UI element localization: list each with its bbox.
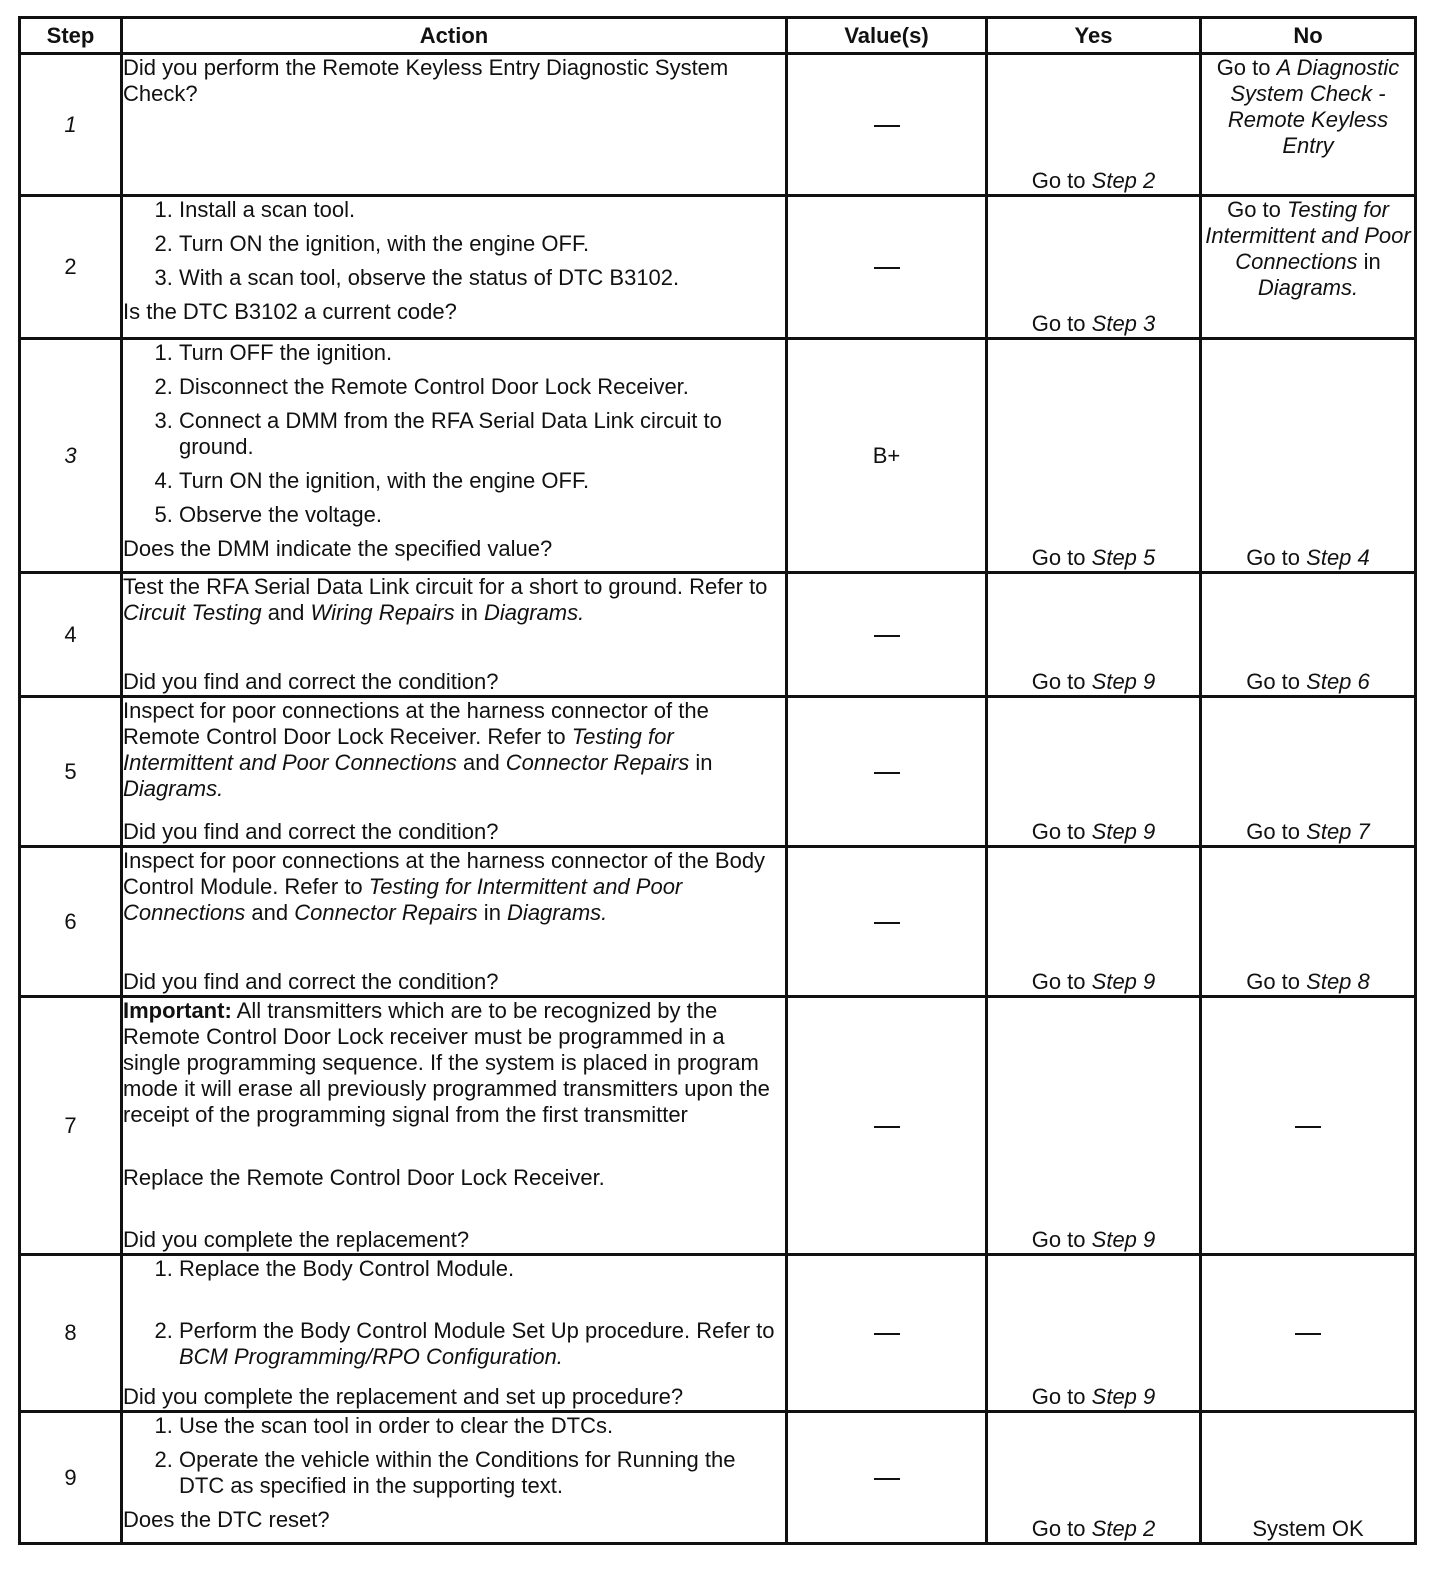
- header-values: Value(s): [787, 18, 987, 54]
- value-cell: B+: [787, 339, 987, 573]
- no-cell: Go to Step 8: [1201, 847, 1416, 997]
- list-item: 1. Replace the Body Control Module.: [179, 1256, 785, 1282]
- yes-cell: Go to Step 9: [987, 1255, 1201, 1412]
- value-cell: [787, 997, 987, 1255]
- no-cell: Go to A Diagnostic System Check - Remote Keyless Entry: [1201, 54, 1416, 196]
- header-action: Action: [122, 18, 787, 54]
- action-cell: [122, 997, 787, 1255]
- action-question: Did you perform the Remote Keyless Entry Diagnostic System Check?: [123, 55, 729, 106]
- action-text: Inspect for poor connections at the harness connector of the Body Control Module. Refer to Testing for Intermittent and Poor Connections and Connector Repairs in Diagrams.: [123, 848, 766, 925]
- yes-cell: Go to Step 5: [987, 339, 1201, 573]
- list-item: 2. Operate the vehicle within the Conditions for Running the DTC as specified in the supporting text.: [179, 1447, 785, 1499]
- yes-cell: Go to Step 9: [987, 697, 1201, 847]
- action-question: Does the DTC reset?: [123, 1507, 330, 1532]
- action-question: Did you find and correct the condition?: [123, 669, 499, 694]
- table-row: [20, 997, 1416, 1255]
- table-row: [20, 847, 1416, 997]
- header-yes: Yes: [987, 18, 1201, 54]
- value-cell: [787, 54, 987, 196]
- action-instruction: Replace the Remote Control Door Lock Receiver.: [123, 1164, 605, 1190]
- dash-mark: [874, 1126, 900, 1128]
- action-list: [123, 1413, 785, 1499]
- step-number: 6: [20, 847, 122, 997]
- list-item: 4. Turn ON the ignition, with the engine OFF.: [179, 468, 785, 494]
- action-question: Is the DTC B3102 a current code?: [123, 299, 457, 324]
- table-row: [20, 697, 1416, 847]
- yes-cell: Go to Step 2: [987, 54, 1201, 196]
- no-cell: Go to Step 4: [1201, 339, 1416, 573]
- action-question: Did you complete the replacement and set up procedure?: [123, 1384, 684, 1409]
- table-row: [20, 196, 1416, 339]
- no-cell: [1201, 1255, 1416, 1412]
- list-item: 1. Turn OFF the ignition.: [179, 340, 785, 366]
- table-row: [20, 1412, 1416, 1544]
- no-cell: [1201, 997, 1416, 1255]
- important-note: Important: All transmitters which are to be recognized by the Remote Control Door Lock receiver must be programmed in a single programming sequence. If the system is placed in program mode it will erase all previously programmed transmitters upon the receipt of the programming signal from the first transmitter: [123, 998, 770, 1127]
- header-row: [20, 18, 1416, 54]
- table-row: [20, 54, 1416, 196]
- no-cell: Go to Testing for Intermittent and Poor Connections in Diagrams.: [1201, 196, 1416, 339]
- action-question: Did you find and correct the condition?: [123, 819, 499, 844]
- list-item: 5. Observe the voltage.: [179, 502, 785, 528]
- yes-cell: Go to Step 9: [987, 847, 1201, 997]
- step-number: 9: [20, 1412, 122, 1544]
- header-no: No: [1201, 18, 1416, 54]
- action-question: Did you find and correct the condition?: [123, 969, 499, 994]
- dash-mark: [874, 1478, 900, 1480]
- list-item: 3. Connect a DMM from the RFA Serial Data Link circuit to ground.: [179, 408, 785, 460]
- dash-mark: [874, 922, 900, 924]
- list-item: 2. Perform the Body Control Module Set Up procedure. Refer to BCM Programming/RPO Configuration.: [179, 1318, 785, 1370]
- dash-mark: [874, 635, 900, 637]
- value-cell: [787, 1412, 987, 1544]
- value-cell: [787, 196, 987, 339]
- dash-mark: [874, 125, 900, 127]
- step-number: 5: [20, 697, 122, 847]
- yes-cell: Go to Step 3: [987, 196, 1201, 339]
- step-number: 3: [20, 339, 122, 573]
- no-cell: System OK: [1201, 1412, 1416, 1544]
- action-cell: [122, 847, 787, 997]
- step-number: 8: [20, 1255, 122, 1412]
- action-cell: [122, 196, 787, 339]
- table-row: [20, 573, 1416, 697]
- action-cell: [122, 54, 787, 196]
- action-question: Does the DMM indicate the specified value?: [123, 536, 553, 561]
- list-item: 2. Turn ON the ignition, with the engine OFF.: [179, 231, 785, 257]
- value-cell: [787, 573, 987, 697]
- list-item: 1. Install a scan tool.: [179, 197, 785, 223]
- action-cell: [122, 1412, 787, 1544]
- list-item: 1. Use the scan tool in order to clear the DTCs.: [179, 1413, 785, 1439]
- yes-cell: Go to Step 9: [987, 997, 1201, 1255]
- action-list: [123, 1256, 785, 1378]
- step-number: 4: [20, 573, 122, 697]
- action-question: Did you complete the replacement?: [123, 1227, 470, 1252]
- value-cell: [787, 847, 987, 997]
- value-cell: [787, 1255, 987, 1412]
- action-list: [123, 340, 785, 528]
- no-cell: Go to Step 6: [1201, 573, 1416, 697]
- action-cell: [122, 697, 787, 847]
- dash-mark: [1295, 1333, 1321, 1335]
- dash-mark: [1295, 1126, 1321, 1128]
- table-row: [20, 1255, 1416, 1412]
- dash-mark: [874, 772, 900, 774]
- dash-mark: [874, 267, 900, 269]
- list-item: 2. Disconnect the Remote Control Door Lock Receiver.: [179, 374, 785, 400]
- action-cell: [122, 573, 787, 697]
- yes-cell: Go to Step 2: [987, 1412, 1201, 1544]
- action-cell: [122, 339, 787, 573]
- list-item: 3. With a scan tool, observe the status of DTC B3102.: [179, 265, 785, 291]
- diagnostic-table: [18, 16, 1417, 1545]
- header-step: Step: [20, 18, 122, 54]
- action-text: Test the RFA Serial Data Link circuit for a short to ground. Refer to Circuit Testing and Wiring Repairs in Diagrams.: [123, 574, 768, 625]
- step-number: 1: [20, 54, 122, 196]
- yes-cell: Go to Step 9: [987, 573, 1201, 697]
- step-number: 7: [20, 997, 122, 1255]
- no-cell: Go to Step 7: [1201, 697, 1416, 847]
- table-row: [20, 339, 1416, 573]
- step-number: 2: [20, 196, 122, 339]
- action-text: Inspect for poor connections at the harness connector of the Remote Control Door Lock Receiver. Refer to Testing for Intermittent and Poor Connections and Connector Repairs in Diagrams.: [123, 698, 713, 801]
- action-cell: [122, 1255, 787, 1412]
- action-list: [123, 197, 785, 291]
- value-cell: [787, 697, 987, 847]
- dash-mark: [874, 1333, 900, 1335]
